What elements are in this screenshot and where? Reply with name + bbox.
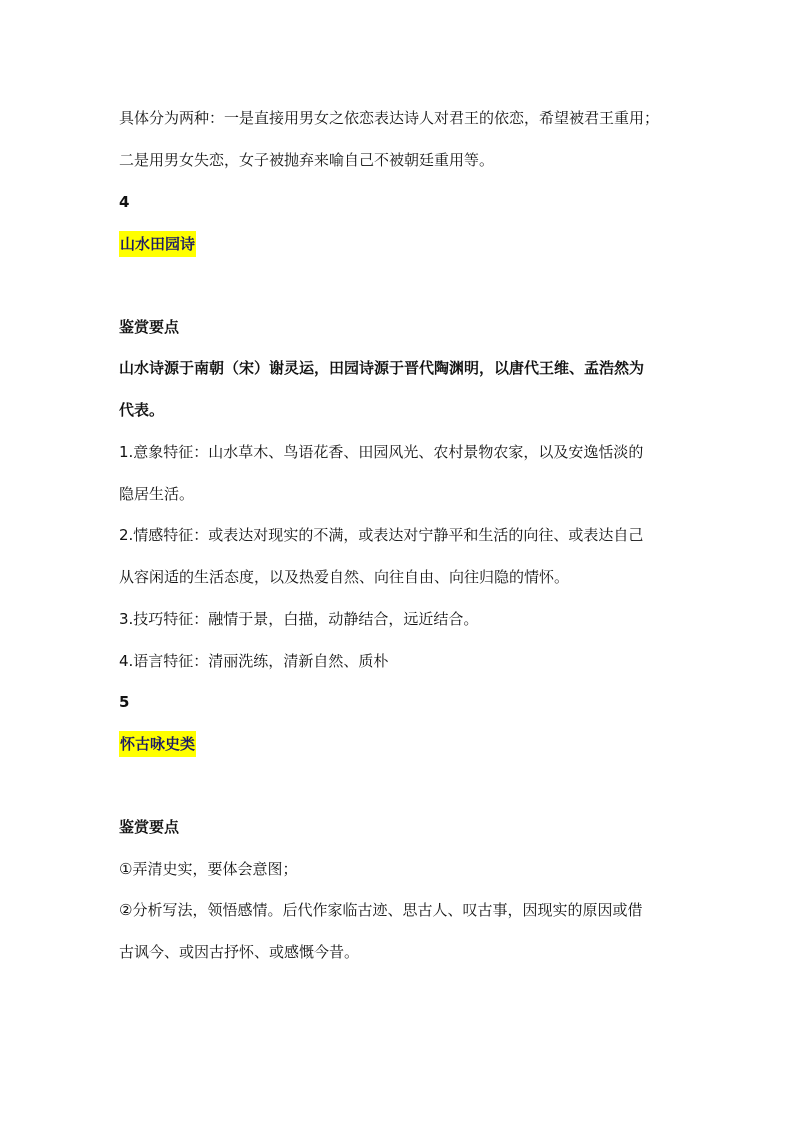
- section-5-item-2-line-1: ②分析写法，领悟感情。后代作家临古迹、思古人、叹古事，因现实的原因或借: [119, 901, 643, 919]
- love-poem-line-2: 二是用男女失恋，女子被抛弃来喻自己不被朝廷重用等。: [119, 151, 495, 169]
- section-4-item-4: 4.语言特征：清丽洗练，清新自然、质朴: [119, 652, 389, 670]
- section-4-subheading: 鉴赏要点: [119, 318, 180, 336]
- section-5-number: 5: [119, 693, 130, 711]
- section-4-item-1-line-1: 1.意象特征：山水草木、鸟语花香、田园风光、农村景物农家，以及安逸恬淡的: [119, 443, 644, 461]
- section-5-item-1: ①弄清史实，要体会意图；: [119, 860, 298, 878]
- section-4-item-2-line-2: 从容闲适的生活态度，以及热爱自然、向往自由、向往归隐的情怀。: [119, 568, 570, 586]
- section-4-item-2-line-1: 2.情感特征：或表达对现实的不满，或表达对宁静平和生活的向往、或表达自己: [119, 526, 644, 544]
- section-4-intro-line-2: 代表。: [119, 401, 165, 419]
- section-5-subheading: 鉴赏要点: [119, 818, 180, 836]
- section-4-item-3: 3.技巧特征：融情于景，白描，动静结合，远近结合。: [119, 610, 479, 628]
- section-4-heading-wrap: [119, 234, 196, 254]
- section-4-heading: 山水田园诗: [119, 231, 196, 257]
- section-4-intro-line-1: 山水诗源于南朝（宋）谢灵运，田园诗源于晋代陶渊明，以唐代王维、孟浩然为: [119, 359, 645, 377]
- section-5-heading-wrap: [119, 734, 196, 754]
- section-4-item-1-line-2: 隐居生活。: [119, 485, 195, 503]
- section-5-item-2-line-2: 古讽今、或因古抒怀、或感慨今昔。: [119, 943, 360, 961]
- section-5-heading: 怀古咏史类: [119, 731, 196, 757]
- section-4-number: 4: [119, 193, 130, 211]
- love-poem-line-1: 具体分为两种：一是直接用男女之依恋表达诗人对君王的依恋，希望被君王重用；: [119, 109, 660, 127]
